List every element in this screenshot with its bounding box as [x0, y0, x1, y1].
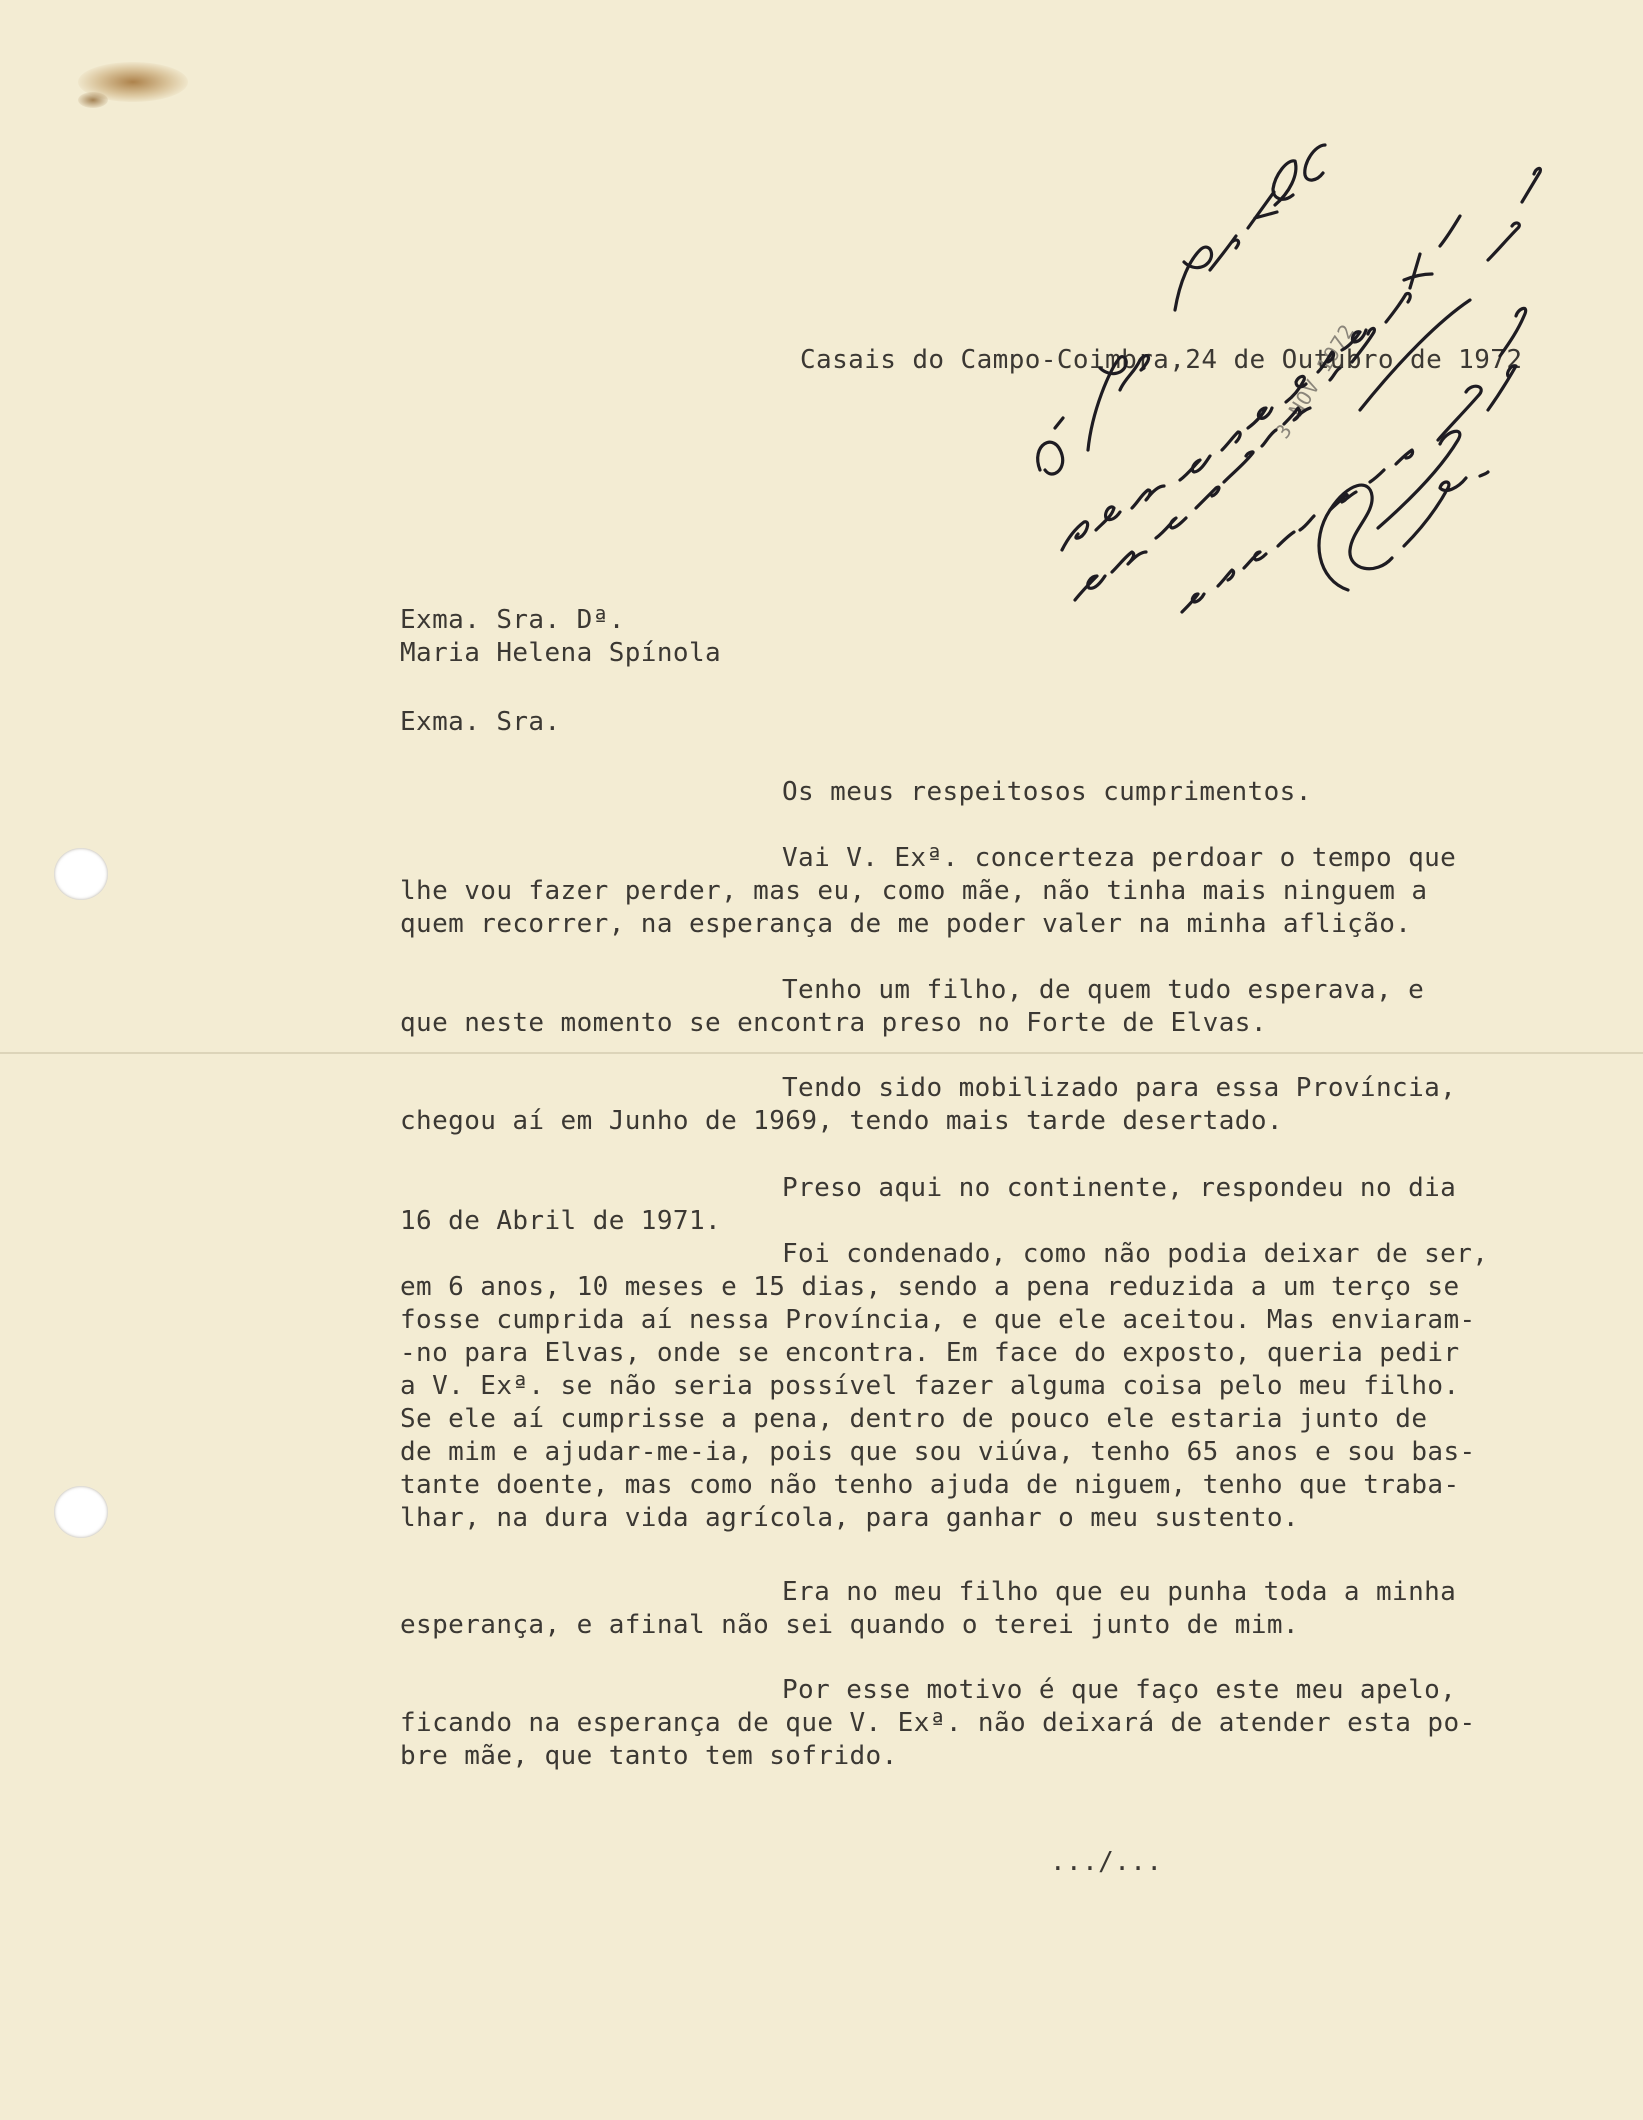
handwriting-stroke	[1286, 376, 1306, 402]
paragraph-apology	[400, 842, 1456, 941]
paragraph-line: chegou aí em Junho de 1969, tendo mais tarde desertado.	[400, 1106, 1283, 1136]
handwriting-stroke	[1404, 254, 1432, 288]
paragraph-line: quem recorrer, na esperança de me poder valer na minha aflição.	[400, 909, 1412, 939]
handwriting-stroke	[1055, 418, 1063, 428]
received-stamp: 3 NOV 1972	[1270, 319, 1360, 443]
fold-line	[0, 1052, 1643, 1054]
paragraph-son	[400, 974, 1424, 1040]
handwriting-stroke	[1218, 570, 1234, 586]
place-and-date: Casais do Campo-Coimbra,24 de Outubro de 1972	[800, 345, 1523, 375]
addressee-name: Maria Helena Spínola	[400, 638, 722, 668]
paragraph-line: que neste momento se encontra preso no Forte de Elvas.	[400, 1008, 1267, 1038]
rust-stain-small	[78, 92, 108, 108]
paragraph-line: tante doente, mas como não tenho ajuda de niguem, tenho que traba-	[400, 1470, 1460, 1500]
paragraph-mobilized	[400, 1072, 1456, 1138]
paragraph-line: a V. Exª. se não seria possível fazer alguma coisa pelo meu filho.	[400, 1371, 1460, 1401]
salutation: Exma. Sra.	[400, 707, 561, 737]
paragraph-line: lhe vou fazer perder, mas eu, como mãe, não tinha mais ninguem a	[400, 876, 1428, 906]
handwriting-stroke	[1120, 356, 1148, 390]
handwriting-stroke	[1319, 485, 1392, 590]
handwriting-stroke	[1278, 532, 1294, 546]
handwriting-stroke	[1370, 470, 1384, 482]
handwriting-stroke	[1132, 486, 1164, 508]
handwriting-stroke	[1330, 368, 1340, 380]
paragraph-line: -no para Elvas, onde se encontra. Em face do exposto, queria pedir	[400, 1338, 1460, 1368]
handwriting-stroke	[1038, 442, 1063, 474]
handwriting-stroke	[1248, 192, 1277, 228]
handwriting-stroke	[1244, 552, 1266, 568]
handwriting-stroke	[1062, 522, 1088, 550]
handwriting-stroke	[1305, 145, 1325, 180]
handwriting-stroke	[1222, 432, 1240, 450]
paragraph-line: Por esse motivo é que faço este meu apelo,	[782, 1675, 1457, 1705]
continuation-mark: .../...	[1050, 1847, 1163, 1877]
paragraph-arrested	[400, 1172, 1456, 1238]
handwriting-stroke	[1182, 594, 1204, 612]
paragraph-line: Tenho um filho, de quem tudo esperava, e	[782, 975, 1425, 1005]
greeting: Os meus respeitosos cumprimentos.	[782, 777, 1312, 807]
paragraph-line: Se ele aí cumprisse a pena, dentro de pouco ele estaria junto de	[400, 1404, 1428, 1434]
paragraph-line: 16 de Abril de 1971.	[400, 1206, 722, 1236]
handwriting-stroke	[1248, 408, 1272, 428]
paragraph-hope	[400, 1576, 1456, 1642]
handwriting-stroke	[1440, 216, 1460, 246]
handwriting-stroke	[1088, 357, 1126, 450]
handwriting-stroke	[1224, 452, 1253, 482]
handwriting-stroke	[1480, 472, 1488, 476]
handwriting-stroke	[1156, 518, 1186, 538]
handwriting-stroke	[1386, 293, 1410, 322]
paragraph-line: fosse cumprida aí nessa Província, e que ele aceitou. Mas enviaram-	[400, 1305, 1476, 1335]
paragraph-line: Foi condenado, como não podia deixar de ser,	[782, 1239, 1489, 1269]
handwriting-stroke	[1488, 223, 1519, 260]
handwriting-stroke	[1180, 456, 1210, 480]
handwriting-stroke	[1196, 487, 1219, 508]
handwriting-stroke	[1404, 478, 1466, 546]
paragraph-line: em 6 anos, 10 meses e 15 dias, sendo a pena reduzida a um terço se	[400, 1272, 1460, 1302]
punch-hole-bottom	[54, 1486, 108, 1538]
handwriting-stroke	[1522, 168, 1540, 202]
handwriting-stroke	[1112, 552, 1146, 572]
paragraph-line: Tendo sido mobilizado para essa Província,	[782, 1073, 1457, 1103]
handwriting-stroke	[1262, 430, 1276, 446]
addressee-title: Exma. Sra. Dª.	[400, 605, 625, 635]
paragraph-line: ficando na esperança de que V. Exª. não deixará de atender esta po-	[400, 1708, 1476, 1738]
paragraph-line: Preso aqui no continente, respondeu no dia	[782, 1173, 1457, 1203]
handwriting-stroke	[1318, 352, 1334, 372]
paragraph-appeal	[400, 1674, 1476, 1773]
paragraph-line: Vai V. Exª. concerteza perdoar o tempo que	[782, 843, 1457, 873]
paragraph-line: Era no meu filho que eu punha toda a minha	[782, 1577, 1457, 1607]
handwriting-stroke	[1096, 507, 1120, 530]
paragraph-sentence	[400, 1238, 1488, 1535]
handwritten-annotation	[1000, 110, 1560, 650]
handwriting-stroke	[1360, 300, 1470, 410]
handwriting-stroke	[1075, 576, 1105, 600]
handwriting-stroke	[1273, 161, 1296, 205]
handwriting-stroke	[1284, 408, 1310, 424]
paragraph-line: lhar, na dura vida agrícola, para ganhar o meu sustento.	[400, 1503, 1299, 1533]
punch-hole-top	[54, 848, 108, 900]
handwriting-stroke	[1500, 308, 1526, 356]
paragraph-line: esperança, e afinal não sei quando o terei junto de mim.	[400, 1610, 1299, 1640]
handwriting-stroke	[1210, 236, 1239, 270]
handwriting-stroke	[1175, 247, 1212, 310]
paragraph-line: bre mãe, que tanto tem sofrido.	[400, 1741, 898, 1771]
handwriting-stroke	[1396, 450, 1413, 464]
handwriting-stroke	[1378, 431, 1460, 528]
addressee-block	[400, 604, 721, 670]
paragraph-line: de mim e ajudar-me-ia, pois que sou viúva, tenho 65 anos e sou bas-	[400, 1437, 1476, 1467]
handwriting-stroke	[1300, 516, 1314, 530]
handwriting-stroke	[1488, 366, 1516, 410]
